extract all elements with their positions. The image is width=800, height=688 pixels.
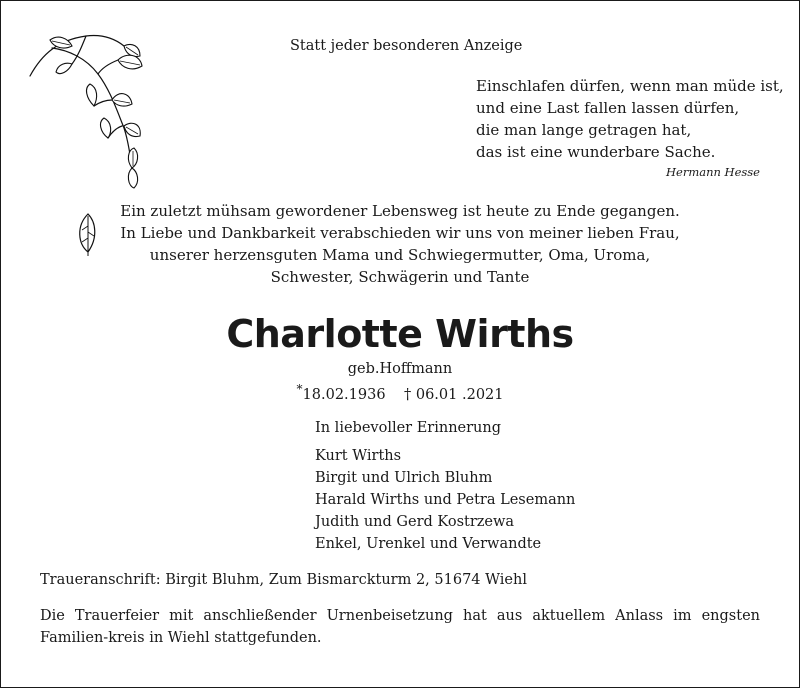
mourner-name: Judith und Gerd Kostrzewa — [315, 514, 515, 530]
mourner-name: Kurt Wirths — [315, 448, 402, 464]
life-dates — [0, 378, 800, 406]
intro-line: Ein zuletzt mühsam gewordener Lebensweg ist heute zu Ende gegangen. — [120, 202, 680, 220]
maiden-name: geb.Hoffmann — [347, 361, 453, 377]
mourner-name: Birgit und Ulrich Bluhm — [315, 470, 493, 486]
intro-line: In Liebe und Dankbarkeit verabschieden wir uns von meiner lieben Frau, — [120, 224, 680, 242]
header-note: Statt jeder besonderen Anzeige — [290, 38, 523, 54]
mourner-name: Harald Wirths und Petra Lesemann — [315, 492, 576, 508]
intro-line: unserer herzensguten Mama und Schwiegermutter, Oma, Uroma, — [149, 246, 651, 264]
birth-date: 18.02.1936 — [302, 386, 386, 403]
poem-line: Einschlafen dürfen, wenn man müde ist, — [476, 77, 784, 95]
poem-line: die man lange getragen hat, — [476, 121, 692, 139]
mourners-heading: In liebevoller Erinnerung — [315, 420, 502, 436]
ceremony-note: Die Trauerfeier mit anschließender Urnenbeisetzung hat aus aktuellem Anlass im engsten Familien-kreis in Wiehl stattgefunden. — [40, 608, 760, 646]
deceased-name: Charlotte Wirths — [226, 312, 574, 356]
death-date: 06.01 .2021 — [415, 386, 504, 403]
mourner-name: Enkel, Urenkel und Verwandte — [315, 536, 542, 552]
birch-branch-icon — [28, 28, 158, 193]
poem-author: Hermann Hesse — [665, 165, 760, 179]
mourning-address: Traueranschrift: Birgit Bluhm, Zum Bismarckturm 2, 51674 Wiehl — [40, 572, 527, 588]
poem-line: und eine Last fallen lassen dürfen, — [476, 99, 740, 117]
poem-line: das ist eine wunderbare Sache. — [476, 143, 716, 161]
death-symbol: † — [404, 386, 412, 403]
intro-line: Schwester, Schwägerin und Tante — [270, 268, 530, 286]
birth-symbol: * — [296, 382, 303, 396]
